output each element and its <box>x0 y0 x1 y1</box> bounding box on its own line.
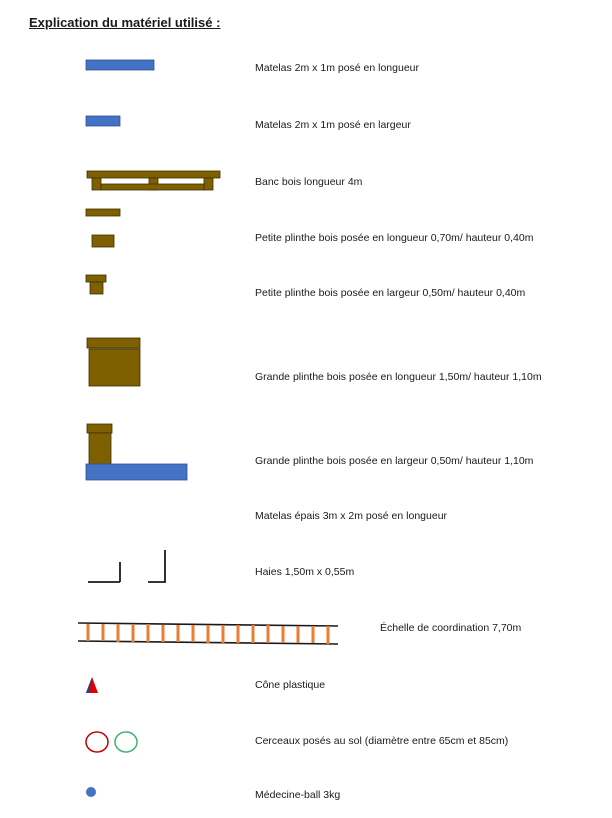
legend-label-large-plinth-width: Grande plinthe bois posée en largeur 0,50m/ hauteur 1,10m <box>255 455 534 467</box>
plastic-cone-icon <box>86 677 98 693</box>
thick-mat-icon <box>86 464 187 480</box>
medicine-ball-icon <box>86 787 96 797</box>
legend-label-large-plinth-length: Grande plinthe bois posée en longueur 1,50m/ hauteur 1,10m <box>255 371 542 383</box>
legend-label-thick-mat: Matelas épais 3m x 2m posé en longueur <box>255 510 448 522</box>
wooden-bench-icon <box>87 171 220 190</box>
legend-label-hoops: Cerceaux posés au sol (diamètre entre 65cm et 85cm) <box>255 735 509 747</box>
legend-label-medicine-ball: Médecine-ball 3kg <box>255 789 341 801</box>
page-title: Explication du matériel utilisé : <box>29 15 221 30</box>
legend-label-cone: Cône plastique <box>255 679 326 691</box>
legend-label-mat-length: Matelas 2m x 1m posé en longueur <box>255 62 420 74</box>
small-plinth-width-icon <box>86 275 106 294</box>
legend-label-hurdles: Haies 1,50m x 0,55m <box>255 566 355 578</box>
legend-label-ladder: Échelle de coordination 7,70m <box>380 622 522 634</box>
legend-label-small-plinth-length: Petite plinthe bois posée en longueur 0,70m/ hauteur 0,40m <box>255 232 534 244</box>
hoops-icon <box>86 732 137 752</box>
large-plinth-length-icon <box>87 338 140 386</box>
large-plinth-width-icon <box>87 424 112 465</box>
small-plinth-length-icon <box>86 209 120 247</box>
coordination-ladder-icon <box>78 623 338 644</box>
legend-label-mat-width: Matelas 2m x 1m posé en largeur <box>255 119 411 131</box>
legend-label-bench: Banc bois longueur 4m <box>255 176 363 188</box>
mat-length-icon <box>86 60 154 70</box>
mat-width-icon <box>86 116 120 126</box>
legend-label-small-plinth-width: Petite plinthe bois posée en largeur 0,50m/ hauteur 0,40m <box>255 287 526 299</box>
hurdles-icon <box>88 550 165 582</box>
